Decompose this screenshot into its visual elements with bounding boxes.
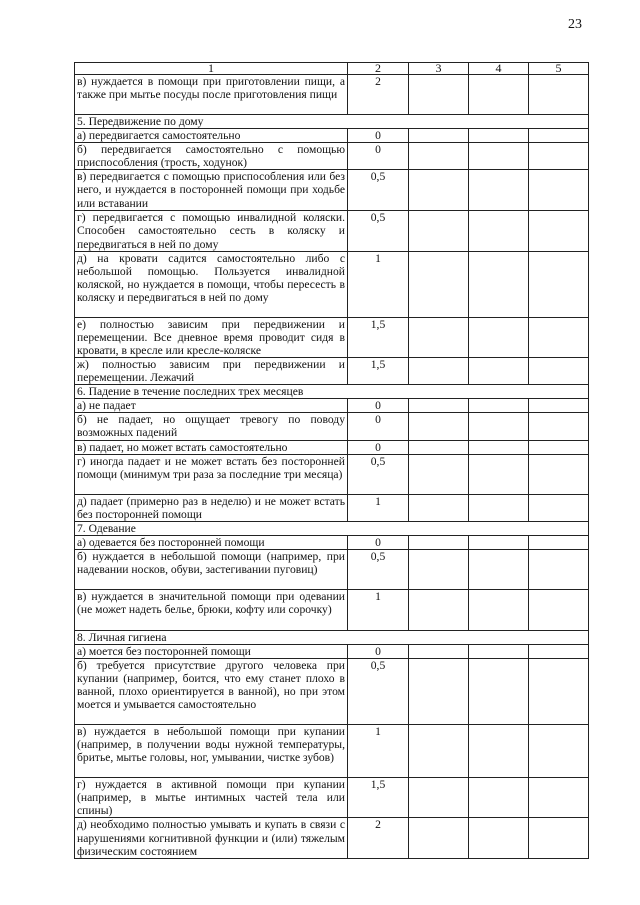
empty-cell-col-3 (409, 143, 469, 170)
table-row (75, 645, 589, 659)
empty-cell-col-3 (409, 413, 469, 440)
empty-cell-col-4 (469, 317, 529, 357)
section-title: 5. Передвижение по дому (75, 115, 589, 129)
empty-cell-col-4 (469, 778, 529, 818)
empty-cell-col-3 (409, 440, 469, 454)
empty-cell-col-3 (409, 645, 469, 659)
table-row (75, 549, 589, 589)
empty-cell-col-4 (469, 251, 529, 317)
header-cell-3: 3 (409, 63, 469, 75)
item-score: 0,5 (348, 659, 409, 725)
empty-cell-col-3 (409, 399, 469, 413)
empty-cell-col-5 (529, 818, 589, 858)
empty-cell-col-3 (409, 454, 469, 494)
table-row (75, 251, 589, 317)
item-description: в) падает, но может встать самостоятельно (75, 440, 348, 454)
empty-cell-col-5 (529, 129, 589, 143)
empty-cell-col-3 (409, 818, 469, 858)
assessment-table (74, 62, 589, 859)
item-description: б) нуждается в небольшой помощи (например, при надевании носков, обуви, застегивании пуговиц) (75, 549, 348, 589)
empty-cell-col-5 (529, 251, 589, 317)
empty-cell-col-4 (469, 818, 529, 858)
empty-cell-col-5 (529, 317, 589, 357)
section-row (75, 521, 589, 535)
item-description: д) на кровати садится самостоятельно либо с небольшой помощью. Пользуется инвалидной коляской, но нуждается в помощи, чтобы пересесть в коляску и передвигаться в ней по дому (75, 251, 348, 317)
item-score: 1,5 (348, 317, 409, 357)
empty-cell-col-5 (529, 211, 589, 251)
item-score: 0 (348, 645, 409, 659)
item-description: е) полностью зависим при передвижении и перемещении. Все дневное время проводит сидя в кровати, в кресле или кресле-коляске (75, 317, 348, 357)
item-score: 0 (348, 413, 409, 440)
header-cell-1: 1 (75, 63, 348, 75)
empty-cell-col-3 (409, 251, 469, 317)
item-score: 1 (348, 251, 409, 317)
item-description: а) моется без посторонней помощи (75, 645, 348, 659)
empty-cell-col-4 (469, 170, 529, 211)
empty-cell-col-5 (529, 778, 589, 818)
item-score: 2 (348, 75, 409, 115)
item-score: 0 (348, 440, 409, 454)
item-score: 0 (348, 399, 409, 413)
empty-cell-col-4 (469, 399, 529, 413)
empty-cell-col-3 (409, 549, 469, 589)
section-row (75, 385, 589, 399)
empty-cell-col-4 (469, 725, 529, 778)
empty-cell-col-4 (469, 211, 529, 251)
empty-cell-col-5 (529, 75, 589, 115)
header-cell-4: 4 (469, 63, 529, 75)
item-score: 0 (348, 143, 409, 170)
table-row (75, 143, 589, 170)
table-row (75, 494, 589, 521)
empty-cell-col-3 (409, 494, 469, 521)
item-score: 0,5 (348, 170, 409, 211)
item-description: а) не падает (75, 399, 348, 413)
item-description: б) не падает, но ощущает тревогу по поводу возможных падений (75, 413, 348, 440)
header-cell-2: 2 (348, 63, 409, 75)
item-description: б) передвигается самостоятельно с помощью приспособления (трость, ходунок) (75, 143, 348, 170)
item-description: г) иногда падает и не может встать без посторонней помощи (минимум три раза за последние три месяца) (75, 454, 348, 494)
table-body (75, 63, 589, 859)
empty-cell-col-5 (529, 399, 589, 413)
item-description: а) передвигается самостоятельно (75, 129, 348, 143)
empty-cell-col-3 (409, 317, 469, 357)
empty-cell-col-4 (469, 413, 529, 440)
empty-cell-col-5 (529, 589, 589, 630)
item-score: 2 (348, 818, 409, 858)
empty-cell-col-4 (469, 454, 529, 494)
item-description: а) одевается без посторонней помощи (75, 535, 348, 549)
empty-cell-col-3 (409, 211, 469, 251)
empty-cell-col-4 (469, 143, 529, 170)
item-description: ж) полностью зависим при передвижении и перемещении. Лежачий (75, 357, 348, 384)
table-row (75, 317, 589, 357)
empty-cell-col-5 (529, 170, 589, 211)
section-title: 6. Падение в течение последних трех месяцев (75, 385, 589, 399)
item-description: в) нуждается в небольшой помощи при купании (например, в получении воды нужной температуры, бритье, мытье головы, ног, умывании, чистке зубов) (75, 725, 348, 778)
item-score: 1,5 (348, 357, 409, 384)
empty-cell-col-5 (529, 659, 589, 725)
table-row (75, 211, 589, 251)
empty-cell-col-5 (529, 725, 589, 778)
empty-cell-col-5 (529, 143, 589, 170)
item-score: 1 (348, 589, 409, 630)
item-description: д) необходимо полностью умывать и купать в связи с нарушениями когнитивной функции и (или) тяжелым физическим состоянием (75, 818, 348, 858)
empty-cell-col-5 (529, 440, 589, 454)
empty-cell-col-3 (409, 129, 469, 143)
item-description: в) нуждается в значительной помощи при одевании (не может надеть белье, брюки, кофту или сорочку) (75, 589, 348, 630)
empty-cell-col-5 (529, 645, 589, 659)
item-description: г) передвигается с помощью инвалидной коляски. Способен самостоятельно сесть в коляску и передвигаться в ней по дому (75, 211, 348, 251)
section-title: 7. Одевание (75, 521, 589, 535)
empty-cell-col-5 (529, 454, 589, 494)
empty-cell-col-4 (469, 549, 529, 589)
table-row (75, 399, 589, 413)
table-row (75, 818, 589, 858)
table-row (75, 75, 589, 115)
item-score: 0,5 (348, 454, 409, 494)
empty-cell-col-4 (469, 75, 529, 115)
empty-cell-col-4 (469, 494, 529, 521)
table-row (75, 357, 589, 384)
item-score: 1,5 (348, 778, 409, 818)
table-header-row (75, 63, 589, 75)
empty-cell-col-3 (409, 589, 469, 630)
empty-cell-col-3 (409, 778, 469, 818)
item-description: д) падает (примерно раз в неделю) и не может встать без посторонней помощи (75, 494, 348, 521)
empty-cell-col-4 (469, 645, 529, 659)
table-row (75, 413, 589, 440)
table-row (75, 170, 589, 211)
table-row (75, 725, 589, 778)
empty-cell-col-5 (529, 357, 589, 384)
empty-cell-col-4 (469, 659, 529, 725)
empty-cell-col-5 (529, 413, 589, 440)
item-score: 0 (348, 129, 409, 143)
item-description: в) передвигается с помощью приспособления или без него, и нуждается в посторонней помощи при ходьбе или вставании (75, 170, 348, 211)
item-score: 0,5 (348, 211, 409, 251)
table-row (75, 659, 589, 725)
empty-cell-col-4 (469, 440, 529, 454)
table-row (75, 778, 589, 818)
table-row (75, 440, 589, 454)
empty-cell-col-5 (529, 535, 589, 549)
page-number: 23 (568, 17, 582, 32)
header-cell-5: 5 (529, 63, 589, 75)
section-row (75, 115, 589, 129)
empty-cell-col-3 (409, 535, 469, 549)
empty-cell-col-4 (469, 535, 529, 549)
item-description: в) нуждается в помощи при приготовлении пищи, а также при мытье посуды после приготовления пищи (75, 75, 348, 115)
item-description: г) нуждается в активной помощи при купании (например, в мытье интимных частей тела или спины) (75, 778, 348, 818)
item-score: 1 (348, 494, 409, 521)
empty-cell-col-3 (409, 357, 469, 384)
item-description: б) требуется присутствие другого человека при купании (например, боится, что ему станет плохо в ванной, плохо ориентируется в ванной), но при этом моется и умывается самостоятельно (75, 659, 348, 725)
table-row (75, 589, 589, 630)
item-score: 1 (348, 725, 409, 778)
item-score: 0,5 (348, 549, 409, 589)
empty-cell-col-5 (529, 549, 589, 589)
empty-cell-col-4 (469, 357, 529, 384)
empty-cell-col-5 (529, 494, 589, 521)
empty-cell-col-4 (469, 129, 529, 143)
empty-cell-col-3 (409, 725, 469, 778)
empty-cell-col-3 (409, 75, 469, 115)
empty-cell-col-4 (469, 589, 529, 630)
empty-cell-col-3 (409, 659, 469, 725)
section-title: 8. Личная гигиена (75, 630, 589, 644)
empty-cell-col-3 (409, 170, 469, 211)
item-score: 0 (348, 535, 409, 549)
table-row (75, 129, 589, 143)
section-row (75, 630, 589, 644)
table-row (75, 454, 589, 494)
table-row (75, 535, 589, 549)
